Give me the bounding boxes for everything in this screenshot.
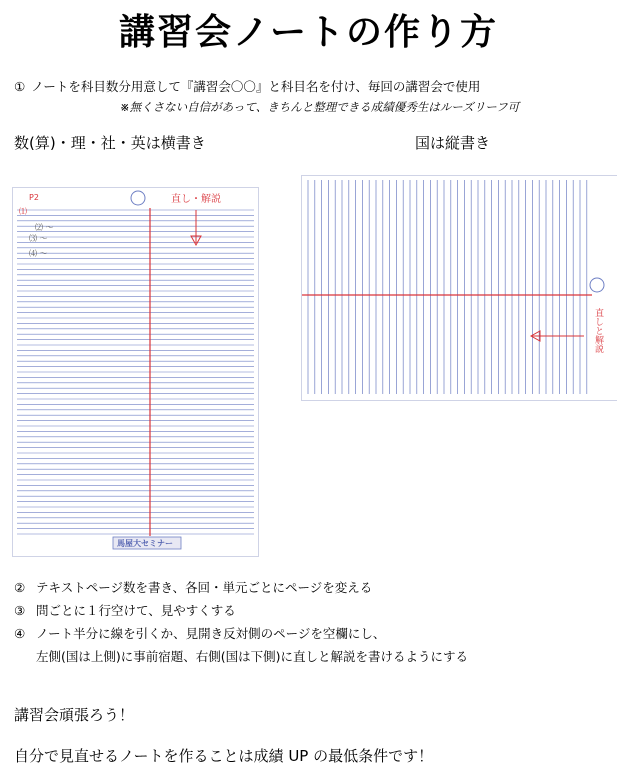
step-text: 問ごとに１行空けて、見やすくする bbox=[36, 603, 236, 618]
margin-label-4: ⑷ ～ bbox=[29, 249, 48, 258]
step-4 bbox=[14, 624, 385, 642]
header-note: 直し・解説 bbox=[171, 194, 221, 205]
face-doodle-icon bbox=[131, 191, 145, 205]
horizontal-label: 数(算)・理・社・英は横書き bbox=[14, 134, 206, 152]
step-1-note: ※無くさない自信があって、きちんと整理できる成績優秀生はルーズリーフ可 bbox=[120, 100, 520, 114]
margin-label-2: ⑵ ～ bbox=[35, 223, 54, 232]
page-title: 講習会ノートの作り方 bbox=[119, 12, 498, 53]
cheer-line-1: 講習会頑張ろう！ bbox=[14, 706, 135, 724]
step-2 bbox=[14, 578, 372, 596]
face-doodle-icon bbox=[590, 278, 604, 292]
step-text: テキストページ数を書き、各回・単元ごとにページを変える bbox=[36, 580, 373, 595]
step-number: ③ bbox=[14, 603, 26, 618]
step-number: ④ bbox=[14, 626, 26, 641]
vertical-label: 国は縦書き bbox=[415, 134, 491, 152]
side-note: 直しと解説 bbox=[593, 308, 603, 353]
step-text: ノート半分に線を引くか、見開き反対側のページを空欄にし、 bbox=[36, 626, 386, 641]
step-text: ノートを科目数分用意して『講習会〇〇』と科目名を付け、毎回の講習会で使用 bbox=[31, 79, 481, 94]
step-number: ② bbox=[14, 580, 26, 595]
step-1 bbox=[14, 77, 480, 95]
margin-label-3: ⑶ ～ bbox=[29, 234, 48, 243]
margin-label-page: P2 bbox=[29, 193, 39, 202]
vertical-notebook bbox=[301, 175, 617, 401]
step-4-continued: 左側(国は上側)に事前宿題、右側(国は下側)に直しと解説を書けるようにする bbox=[36, 649, 469, 664]
step-number: ① bbox=[14, 79, 26, 94]
step-3 bbox=[14, 601, 236, 619]
margin-label-1: ⑴ bbox=[19, 207, 27, 216]
vertical-notebook-drawing bbox=[302, 176, 617, 400]
cheer-line-2: 自分で見直せるノートを作ることは成績 UP の最低条件です！ bbox=[14, 747, 434, 765]
horizontal-notebook-drawing bbox=[13, 188, 258, 556]
footer-brand: 馬屋大セミナー bbox=[117, 539, 173, 548]
horizontal-notebook bbox=[12, 187, 259, 557]
